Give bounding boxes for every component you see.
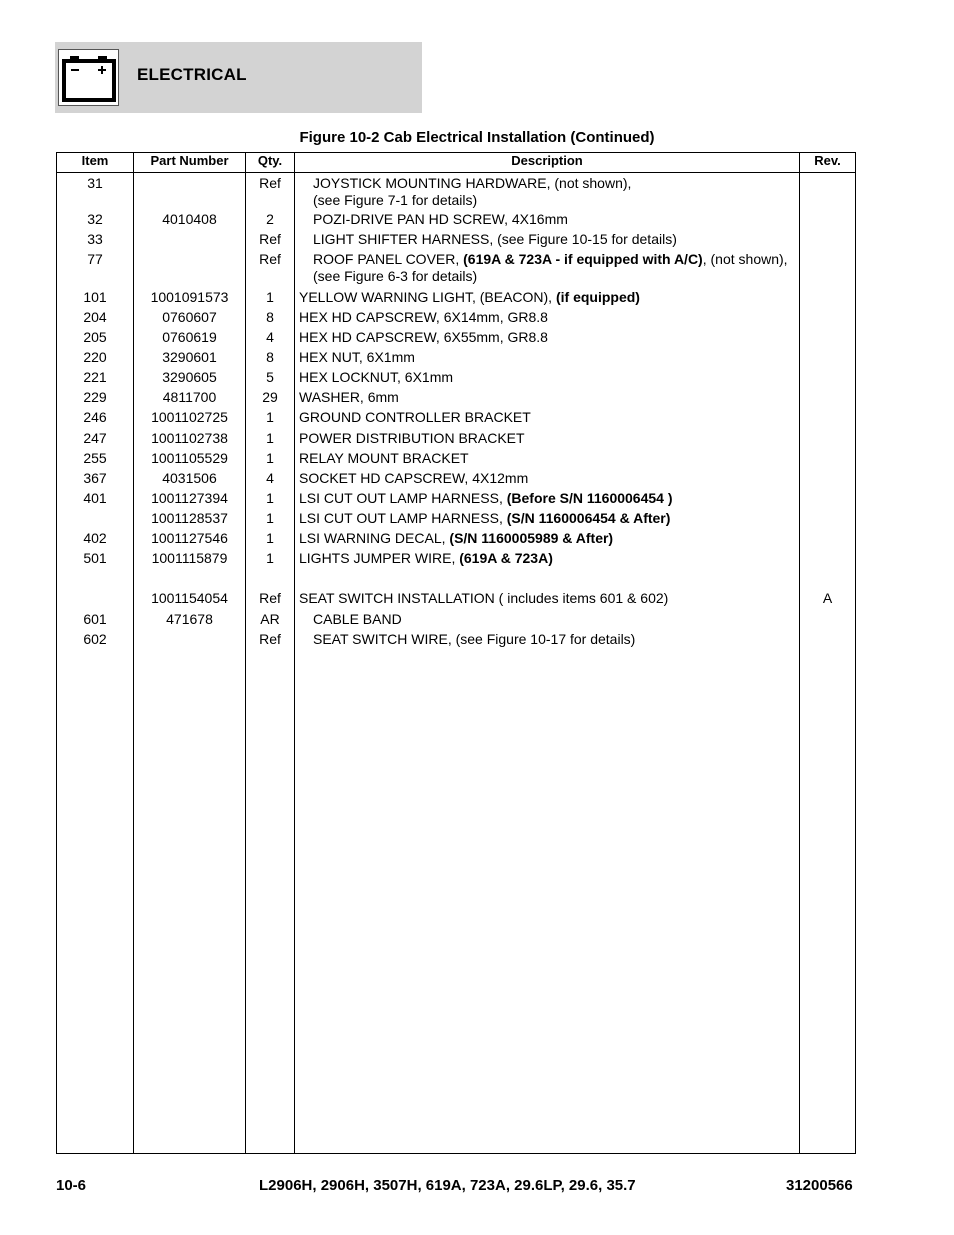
quantity: 1 <box>266 430 274 446</box>
item-number: 401 <box>83 490 107 506</box>
quantity: Ref <box>259 251 281 267</box>
description <box>313 611 811 628</box>
item-number: 601 <box>83 611 107 627</box>
item-number: 101 <box>83 289 107 305</box>
item-number: 33 <box>87 231 103 247</box>
description-segment: POZI-DRIVE PAN HD SCREW, 4X16mm <box>313 211 568 227</box>
part-number: 1001091573 <box>150 289 229 305</box>
description-segment: HEX LOCKNUT, 6X1mm <box>299 369 454 385</box>
quantity: 5 <box>266 369 274 385</box>
description-segment: HEX HD CAPSCREW, 6X14mm, GR8.8 <box>299 309 548 325</box>
description-segment: SOCKET HD CAPSCREW, 4X12mm <box>299 470 529 486</box>
column-header-qty: Qty. <box>257 153 283 168</box>
description <box>299 530 797 547</box>
item-number: 229 <box>83 389 107 405</box>
revision: A <box>822 590 833 606</box>
description-segment: YELLOW WARNING LIGHT, (BEACON), <box>299 289 556 305</box>
document-number: 31200566 <box>786 1177 853 1194</box>
quantity: 1 <box>266 550 274 566</box>
description <box>299 510 797 527</box>
description-continuation: (see Figure 7-1 for details) <box>313 192 478 208</box>
description-segment: (S/N 1160005989 & After) <box>449 530 614 546</box>
quantity: Ref <box>259 590 281 606</box>
description <box>299 369 797 386</box>
quantity: 1 <box>266 450 274 466</box>
quantity: 2 <box>266 211 274 227</box>
description-segment: HEX HD CAPSCREW, 6X55mm, GR8.8 <box>299 329 548 345</box>
item-number: 77 <box>87 251 103 267</box>
description-segment: WASHER, 6mm <box>299 389 399 405</box>
description-segment: JOYSTICK MOUNTING HARDWARE, (not shown), <box>313 175 632 191</box>
quantity: 29 <box>262 389 278 405</box>
description-segment: LSI WARNING DECAL, <box>299 530 450 546</box>
description <box>299 550 797 567</box>
description <box>299 590 797 607</box>
item-number: 204 <box>83 309 107 325</box>
description-segment: (619A & 723A) <box>459 550 553 566</box>
item-number: 220 <box>83 349 107 365</box>
item-number: 402 <box>83 530 107 546</box>
description-segment: , (not shown), <box>702 251 788 267</box>
part-number: 1001127546 <box>151 530 228 546</box>
item-number: 221 <box>83 369 107 385</box>
description-segment: (if equipped) <box>555 289 640 305</box>
description-segment: LSI CUT OUT LAMP HARNESS, <box>299 510 507 526</box>
description <box>313 175 811 209</box>
quantity: 1 <box>266 510 274 526</box>
quantity: 1 <box>266 530 274 546</box>
description-segment: HEX NUT, 6X1mm <box>299 349 415 365</box>
quantity: Ref <box>259 175 281 191</box>
column-header-part-number: Part Number <box>150 153 229 168</box>
item-number: 602 <box>83 631 107 647</box>
item-number: 246 <box>83 409 107 425</box>
header-divider <box>56 172 856 173</box>
figure-title: Figure 10-2 Cab Electrical Installation (Continued) <box>299 129 655 146</box>
description <box>299 389 797 406</box>
quantity: 1 <box>266 409 274 425</box>
description <box>299 470 797 487</box>
page-number: 10-6 <box>56 1177 87 1194</box>
description-segment: GROUND CONTROLLER BRACKET <box>299 409 531 425</box>
item-number: 32 <box>87 211 103 227</box>
part-number: 4031506 <box>162 470 217 486</box>
description <box>299 309 797 326</box>
description-segment: (619A & 723A - if equipped with A/C) <box>463 251 703 267</box>
part-number: 3290605 <box>162 369 217 385</box>
description <box>313 231 811 248</box>
part-number: 1001102725 <box>151 409 228 425</box>
item-number: 31 <box>87 175 103 191</box>
description-segment: (S/N 1160006454 & After) <box>506 510 671 526</box>
description-segment: POWER DISTRIBUTION BRACKET <box>299 430 525 446</box>
description <box>299 409 797 426</box>
column-header-item: Item <box>81 153 109 168</box>
column-divider <box>799 152 800 1154</box>
description <box>299 450 797 467</box>
section-title: ELECTRICAL <box>137 65 247 84</box>
part-number: 4010408 <box>162 211 217 227</box>
part-number: 1001105529 <box>151 450 228 466</box>
quantity: 8 <box>266 349 274 365</box>
description-segment: CABLE BAND <box>313 611 402 627</box>
description-segment: SEAT SWITCH WIRE, (see Figure 10-17 for details) <box>313 631 636 647</box>
description <box>299 289 797 306</box>
description-segment: LSI CUT OUT LAMP HARNESS, <box>299 490 507 506</box>
part-number: 1001154054 <box>151 590 228 606</box>
description-segment: LIGHT SHIFTER HARNESS, (see Figure 10-15 for details) <box>313 231 677 247</box>
quantity: 8 <box>266 309 274 325</box>
part-number: 3290601 <box>162 349 217 365</box>
column-divider <box>294 152 295 1154</box>
part-number: 1001128537 <box>151 510 228 526</box>
quantity: AR <box>260 611 280 627</box>
item-number: 205 <box>83 329 107 345</box>
description-segment: ROOF PANEL COVER, <box>313 251 464 267</box>
part-number: 1001115879 <box>151 550 228 566</box>
quantity: 4 <box>266 329 274 345</box>
description-segment: (Before S/N 1160006454 ) <box>506 490 673 506</box>
description-segment: LIGHTS JUMPER WIRE, <box>299 550 460 566</box>
column-header-description: Description <box>511 153 583 168</box>
quantity: 4 <box>266 470 274 486</box>
quantity: 1 <box>266 289 274 305</box>
description-segment: SEAT SWITCH INSTALLATION ( includes items 601 & 602) <box>299 590 669 606</box>
part-number: 1001127394 <box>151 490 228 506</box>
column-header-rev: Rev. <box>814 153 841 168</box>
item-number: 255 <box>83 450 107 466</box>
part-number: 0760619 <box>162 329 217 345</box>
description <box>313 251 811 285</box>
part-number: 471678 <box>166 611 213 627</box>
quantity: Ref <box>259 631 281 647</box>
description-segment: RELAY MOUNT BRACKET <box>299 450 469 466</box>
description <box>313 631 811 648</box>
quantity: Ref <box>259 231 281 247</box>
description <box>299 490 797 507</box>
part-number: 0760607 <box>162 309 217 325</box>
description <box>299 329 797 346</box>
description-continuation: (see Figure 6-3 for details) <box>313 268 478 284</box>
part-number: 1001102738 <box>151 430 228 446</box>
item-number: 367 <box>83 470 107 486</box>
battery-icon <box>58 49 119 106</box>
item-number: 501 <box>83 550 107 566</box>
model-list: L2906H, 2906H, 3507H, 619A, 723A, 29.6LP, 29.6, 35.7 <box>259 1177 636 1194</box>
description <box>299 349 797 366</box>
description <box>313 211 811 228</box>
part-number: 4811700 <box>162 389 217 405</box>
description <box>299 430 797 447</box>
quantity: 1 <box>266 490 274 506</box>
item-number: 247 <box>83 430 107 446</box>
